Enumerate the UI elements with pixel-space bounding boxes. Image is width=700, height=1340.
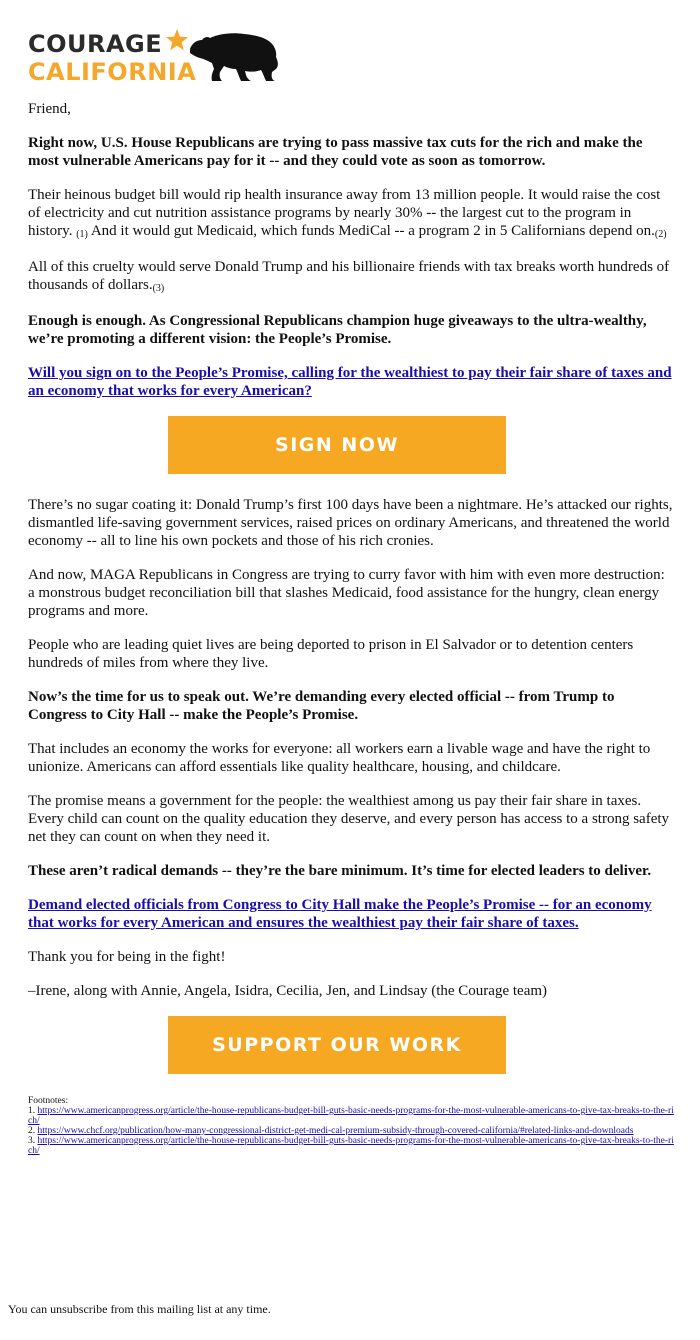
sign-now-button[interactable]: SIGN NOW <box>168 416 506 474</box>
greeting: Friend, <box>28 101 71 117</box>
promise-paragraph: The promise means a government for the people: the wealthiest among us pay their fair share in taxes. Every child can count on the quality education they deserve, and every person has access to a strong safety net they can count on when they need it. <box>28 793 670 845</box>
footnote-link[interactable]: https://www.americanprogress.org/article/the-house-republicans-budget-bill-guts-basic-needs-programs-for-the-most-vulnerable-americans-to-give-tax-breaks-to-the-rich/ <box>28 1106 674 1126</box>
footnote-num: 3. <box>28 1136 36 1146</box>
footnote-1 <box>28 1106 674 1126</box>
sugar-coating-paragraph: There’s no sugar coating it: Donald Trump’s first 100 days have been a nightmare. He’s attacked our rights, dismantled life-saving government services, raised prices on ordinary Americans, and threatened the world economy -- all to line his own pockets and those of his rich cronies. <box>28 497 673 549</box>
footnote-link[interactable]: https://www.americanprogress.org/article/the-house-republicans-budget-bill-guts-basic-needs-programs-for-the-most-vulnerable-americans-to-give-tax-breaks-to-the-rich/ <box>28 1136 674 1156</box>
speak-out-bold: Now’s the time for us to speak out. We’re demanding every elected official -- from Trump to Congress to City Hall -- make the People’s Promise. <box>28 689 615 723</box>
courage-california-logo <box>28 26 280 88</box>
unsubscribe-notice: You can unsubscribe from this mailing list at any time. <box>8 1302 271 1316</box>
footnote-3 <box>28 1136 674 1156</box>
logo-line-1: COURAGE <box>28 30 163 58</box>
budget-paragraph <box>28 186 674 242</box>
deported-paragraph: People who are leading quiet lives are being deported to prison in El Salvador or to detention centers hundreds of miles from where they live. <box>28 637 634 671</box>
sign-now-wrap <box>28 416 674 474</box>
peoples-promise-link[interactable]: Will you sign on to the People’s Promise, calling for the wealthiest to pay their fair share of taxes and an economy that works for every American? <box>28 365 672 399</box>
footnote-2 <box>28 1126 674 1136</box>
star-icon <box>165 28 189 52</box>
footnote-link[interactable]: https://www.chcf.org/publication/how-many-congressional-district-get-medi-cal-premium-subsidy-through-covered-california/#related-links-and-downloads <box>37 1126 634 1136</box>
bear-icon <box>188 31 280 83</box>
demand-link-paragraph <box>28 896 674 932</box>
support-wrap <box>28 1016 674 1074</box>
budget-text-a: Their heinous budget bill would rip health insurance away from 13 million people. It would raise the cost of electricity and cut nutrition assistance programs by nearly 30% -- the largest cut to the program in history. <box>28 187 661 239</box>
maga-paragraph: And now, MAGA Republicans in Congress are trying to curry favor with him with even more destruction: a monstrous budget reconciliation bill that slashes Medicaid, food assistance for the hungry, clean energy programs and more. <box>28 567 665 619</box>
footnote-num: 1. <box>28 1106 36 1116</box>
footnotes <box>28 1096 674 1156</box>
sign-link-paragraph <box>28 364 674 400</box>
footnote-ref-2: (2) <box>654 229 667 240</box>
footnote-ref-3: (3) <box>152 283 165 294</box>
footnotes-heading: Footnotes: <box>28 1096 69 1106</box>
enough-bold: Enough is enough. As Congressional Republicans champion huge giveaways to the ultra-wealthy, we’re promoting a different vision: the People’s Promise. <box>28 313 647 347</box>
signature-line: –Irene, along with Annie, Angela, Isidra, Cecilia, Jen, and Lindsay (the Courage team) <box>28 983 548 999</box>
cruelty-paragraph <box>28 258 674 296</box>
logo-line-2: CALIFORNIA <box>28 58 197 86</box>
support-our-work-button[interactable]: SUPPORT OUR WORK <box>168 1016 506 1074</box>
budget-text-b: And it would gut Medicaid, which funds MediCal -- a program 2 in 5 Californians depend on. <box>90 223 655 239</box>
bare-minimum-bold: These aren’t radical demands -- they’re the bare minimum. It’s time for elected leaders to deliver. <box>28 863 652 879</box>
cruelty-text: All of this cruelty would serve Donald Trump and his billionaire friends with tax breaks worth hundreds of thousands of dollars. <box>28 259 670 293</box>
email-body <box>28 100 674 1156</box>
demand-officials-link[interactable]: Demand elected officials from Congress to City Hall make the People’s Promise -- for an economy that works for every American and ensures the wealthiest pay their fair share of taxes. <box>28 897 652 931</box>
economy-paragraph: That includes an economy the works for everyone: all workers earn a livable wage and have the right to unionize. Americans can afford essentials like quality healthcare, housing, and childcare. <box>28 741 651 775</box>
footnote-ref-1: (1) <box>76 229 88 240</box>
footnote-num: 2. <box>28 1126 36 1136</box>
thanks-line: Thank you for being in the fight! <box>28 949 226 965</box>
intro-bold: Right now, U.S. House Republicans are trying to pass massive tax cuts for the rich and make the most vulnerable Americans pay for it -- and they could vote as soon as tomorrow. <box>28 135 643 169</box>
